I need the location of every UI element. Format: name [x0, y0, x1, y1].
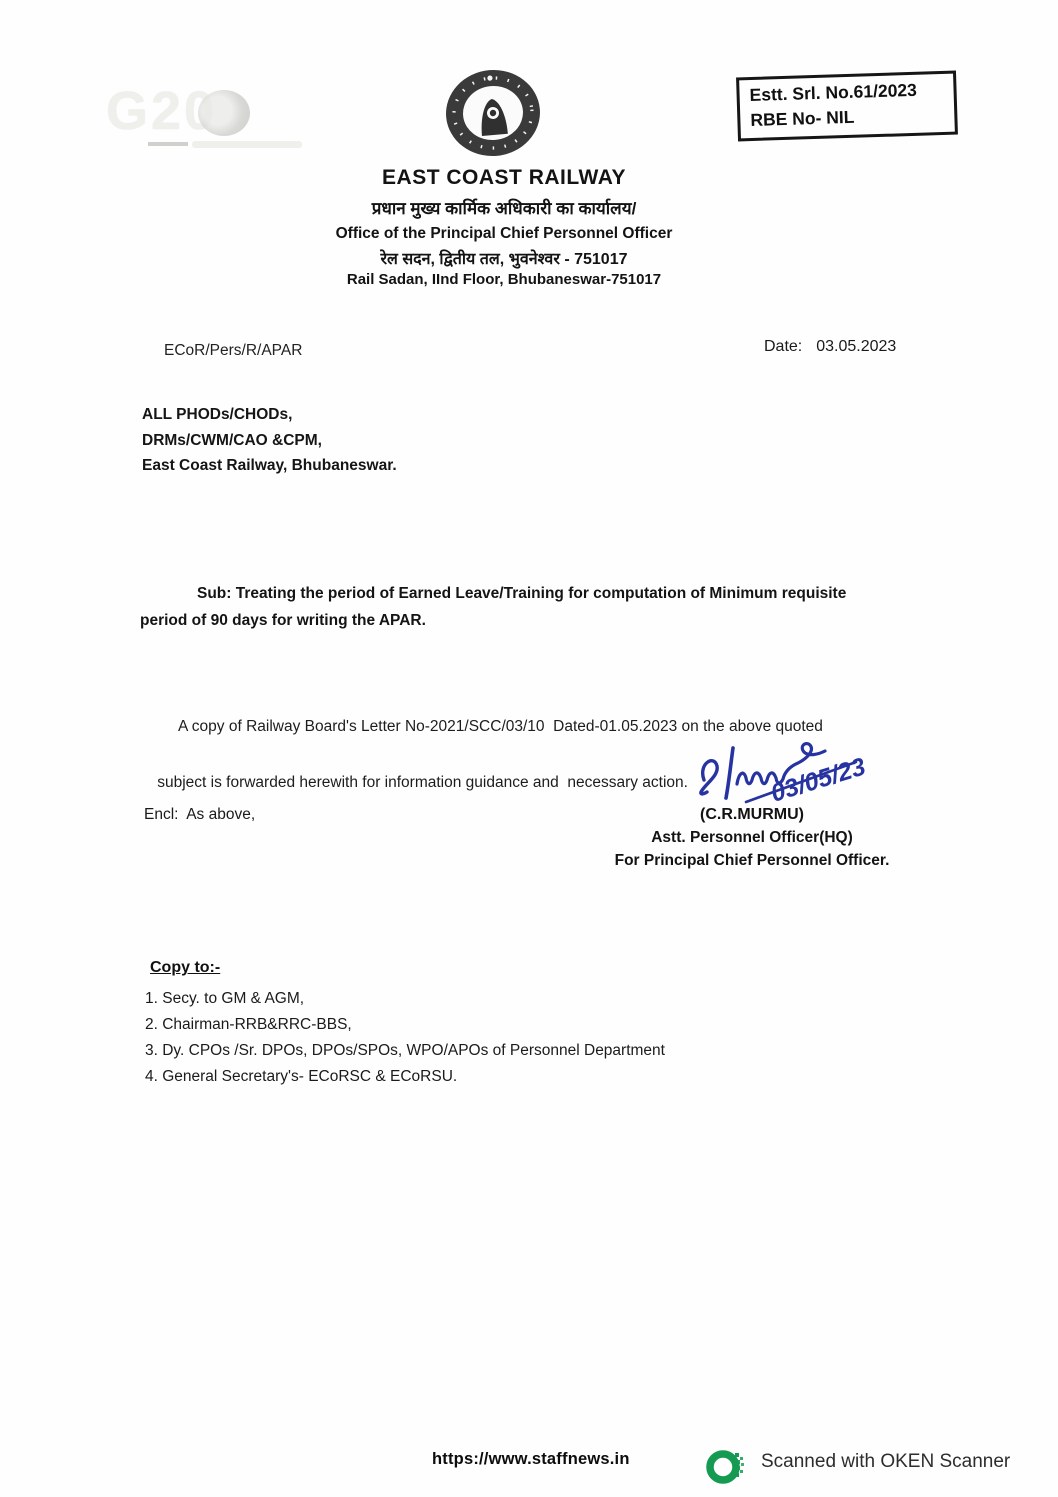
office-address-hindi: रेल सदन, द्वितीय तल, भुवनेश्वर - 751017: [380, 251, 628, 268]
subject-line: Sub: Treating the period of Earned Leave/Training for computation of Minimum requisite: [197, 584, 847, 602]
addressee-line: DRMs/CWM/CAO &CPM,: [142, 431, 322, 449]
letterhead: [268, 166, 740, 288]
enclosure-note: Encl: As above,: [144, 806, 256, 823]
source-url: https://www.staffnews.in: [432, 1450, 630, 1468]
signatory-name: (C.R.MURMU): [700, 806, 804, 823]
handwritten-signature: [688, 726, 898, 810]
copy-to-item: 3. Dy. CPOs /Sr. DPOs, DPOs/SPOs, WPO/APOs of Personnel Department: [145, 1042, 665, 1059]
g20-underline-mark: [148, 142, 188, 146]
signatory-designation: Astt. Personnel Officer(HQ): [651, 829, 853, 846]
addressee-line: ALL PHODs/CHODs,: [142, 406, 293, 423]
g20-globe-icon: [198, 90, 250, 136]
rbe-number-line: RBE No- NIL: [750, 106, 855, 130]
g20-watermark-text: G20: [106, 81, 218, 141]
reference-number: ECoR/Pers/R/APAR: [164, 342, 303, 359]
g20-subtext-smudge: [192, 141, 302, 148]
signatory-authority: For Principal Chief Personnel Officer.: [614, 852, 890, 869]
copy-to-item: 4. General Secretary's- ECoRSC & ECoRSU.: [145, 1068, 458, 1085]
letter-date: [764, 338, 896, 356]
copy-to-item: 2. Chairman-RRB&RRC-BBS,: [145, 1016, 352, 1033]
body-line: subject is forwarded herewith for information guidance and necessary action.: [157, 773, 688, 791]
addressee-block: [142, 402, 397, 479]
subject-line: period of 90 days for writing the APAR.: [140, 611, 426, 629]
estt-serial-box: [736, 71, 958, 142]
copy-to-item: 1. Secy. to GM & AGM,: [145, 990, 305, 1007]
office-name-hindi: प्रधान मुख्य कार्मिक अधिकारी का कार्यालय/: [371, 199, 637, 218]
oken-scanner-icon: [705, 1446, 747, 1488]
date-value: 03.05.2023: [816, 338, 897, 355]
organization-name: EAST COAST RAILWAY: [382, 166, 626, 189]
copy-to-list: [145, 986, 665, 1090]
subject-paragraph: [140, 580, 920, 634]
office-address-english: Rail Sadan, IInd Floor, Bhubaneswar-751017: [346, 271, 662, 288]
indian-railways-emblem-logo: [440, 60, 546, 166]
office-name-english: Office of the Principal Chief Personnel Officer: [335, 225, 673, 242]
scanner-attribution: Scanned with OKEN Scanner: [761, 1451, 1011, 1472]
g20-watermark-logo: [106, 81, 296, 141]
date-label: Date:: [764, 338, 803, 355]
copy-to-heading: Copy to:-: [150, 959, 221, 976]
addressee-line: East Coast Railway, Bhubaneswar.: [142, 457, 397, 474]
signature-date: 03/05/23: [767, 752, 869, 808]
estt-serial-line: Estt. Srl. No.61/2023: [749, 79, 918, 106]
body-line: A copy of Railway Board's Letter No-2021/SCC/03/10 Dated-01.05.2023 on the above quoted: [178, 717, 823, 735]
